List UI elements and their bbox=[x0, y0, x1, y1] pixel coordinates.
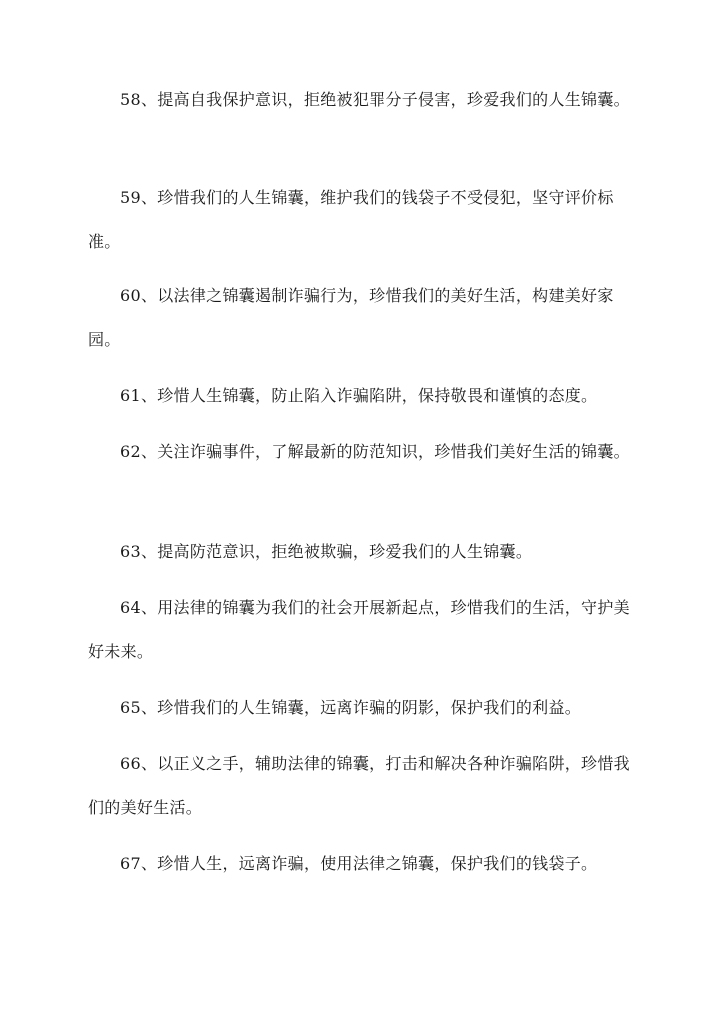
paragraph-65: 65、珍惜我们的人生锦囊，远离诈骗的阴影，保护我们的利益。 bbox=[120, 698, 582, 717]
paragraph-60: 60、以法律之锦囊遏制诈骗行为，珍惜我们的美好生活，构建美好家园。 bbox=[88, 286, 614, 349]
paragraph-62: 62、关注诈骗事件，了解最新的防范知识，珍惜我们美好生活的锦囊。 bbox=[120, 442, 630, 461]
paragraph-67: 67、珍惜人生，远离诈骗，使用法律之锦囊，保护我们的钱袋子。 bbox=[120, 854, 598, 873]
paragraph-66: 66、以正义之手，辅助法律的锦囊，打击和解决各种诈骗陷阱，珍惜我们的美好生活。 bbox=[88, 754, 630, 817]
paragraph-64: 64、用法律的锦囊为我们的社会开展新起点，珍惜我们的生活，守护美好未来。 bbox=[88, 598, 630, 661]
paragraph-58: 58、提高自我保护意识，拒绝被犯罪分子侵害，珍爱我们的人生锦囊。 bbox=[120, 90, 630, 109]
paragraph-61: 61、珍惜人生锦囊，防止陷入诈骗陷阱，保持敬畏和谨慎的态度。 bbox=[120, 386, 598, 405]
paragraph-59: 59、珍惜我们的人生锦囊，维护我们的钱袋子不受侵犯，坚守评价标准。 bbox=[88, 188, 614, 251]
paragraph-63: 63、提高防范意识，拒绝被欺骗，珍爱我们的人生锦囊。 bbox=[120, 542, 533, 561]
